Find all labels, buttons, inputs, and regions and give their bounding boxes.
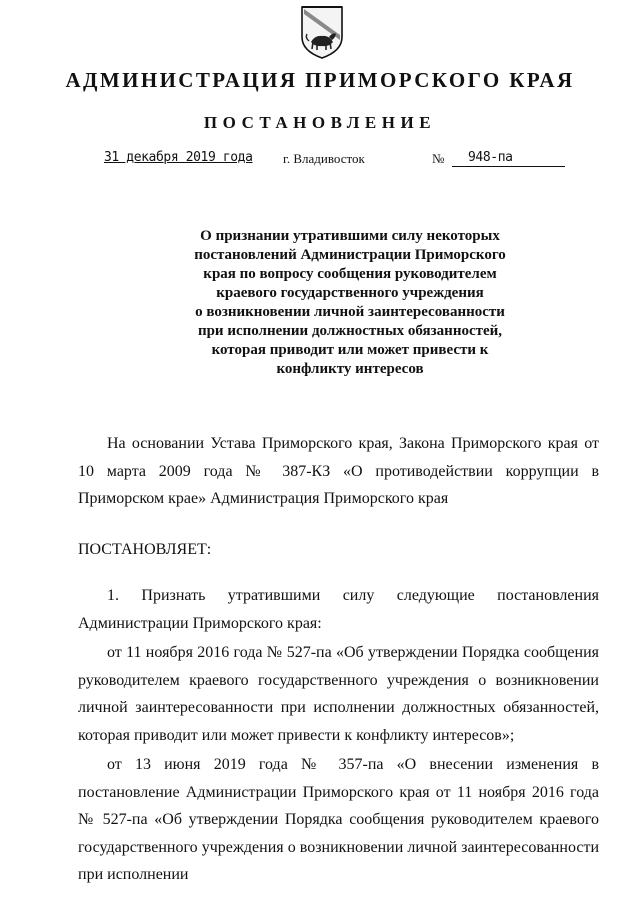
document-number: 948-па	[452, 150, 565, 167]
coat-of-arms-icon	[299, 4, 345, 60]
document-number-label: №	[432, 151, 445, 166]
item-1-sub-1: от 11 ноября 2016 года № 527-па «Об утверждении Порядка сообщения руководителем краевого государственного учреждения о возникновении личной заинтересованности при исполнении должностных обязанностей, которая приводит или может привести к конфликту интересов»;	[78, 644, 599, 744]
document-city: г. Владивосток	[283, 151, 365, 166]
document-type: ПОСТАНОВЛЕНИЕ	[203, 113, 437, 132]
document-subject	[150, 227, 550, 379]
subject-line: при исполнении должностных обязанностей,	[197, 323, 503, 339]
subject-line: которая приводит или может привести к	[211, 342, 489, 358]
resolves-heading: ПОСТАНОВЛЯЕТ:	[78, 540, 212, 558]
document-body	[78, 430, 599, 889]
preamble-paragraph: На основании Устава Приморского края, Закона Приморского края от 10 марта 2009 года № 387-КЗ «О противодействии коррупции в Приморском крае» Администрация Приморского края	[78, 435, 599, 507]
subject-line: краевого государственного учреждения	[216, 285, 484, 301]
item-1-sub-2: от 13 июня 2019 года № 357-па «О внесении изменения в постановление Администрации Приморского края от 11 ноября 2016 года № 527-па «Об утверждении Порядка сообщения руководителем краевого государственного учреждения о возникновении личной заинтересованности при исполнении	[78, 756, 599, 883]
subject-line: О признании утратившими силу некоторых	[200, 228, 500, 244]
item-1-paragraph: 1. Признать утратившими силу следующие постановления Администрации Приморского края:	[78, 587, 599, 632]
subject-line: постановлений Администрации Приморского	[194, 247, 506, 263]
document-date: 31 декабря 2019 года	[104, 150, 253, 165]
subject-line: о возникновении личной заинтересованности	[195, 304, 505, 320]
subject-line: конфликту интересов	[276, 361, 424, 377]
subject-line: края по вопросу сообщения руководителем	[203, 266, 497, 282]
organization-title: АДМИНИСТРАЦИЯ ПРИМОРСКОГО КРАЯ	[65, 68, 575, 92]
